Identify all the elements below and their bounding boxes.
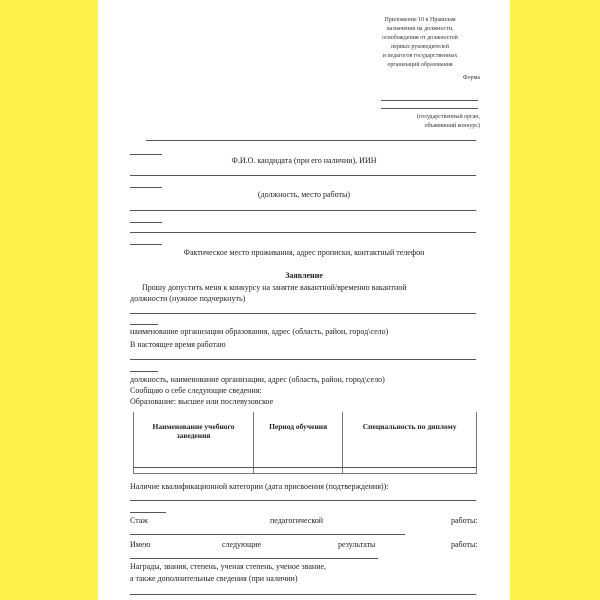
input-line[interactable] xyxy=(130,594,476,595)
statement-title: Заявление xyxy=(285,271,323,280)
education-table xyxy=(133,412,477,474)
input-line[interactable] xyxy=(130,175,476,176)
short-line xyxy=(130,187,162,188)
short-line xyxy=(130,512,166,513)
organ-line[interactable] xyxy=(381,100,478,101)
table-bottom xyxy=(133,467,477,468)
experience-word: педагогической xyxy=(270,516,324,525)
request-text: должности (нужное подчеркнуть) xyxy=(130,294,246,303)
short-line xyxy=(130,371,158,372)
input-line[interactable] xyxy=(130,359,476,360)
document-page xyxy=(98,0,510,600)
short-line xyxy=(130,222,162,223)
short-line xyxy=(130,154,162,155)
org-caption: наименование организации образования, адрес (область, район, город\село) xyxy=(130,327,389,336)
results-word: работы: xyxy=(451,540,478,549)
header-line: Приложение 10 к Правилам xyxy=(384,17,456,23)
forma-label: Форма xyxy=(462,75,480,81)
experience-word: работы: xyxy=(451,516,478,525)
position-caption: (должность, место работы) xyxy=(257,190,351,199)
input-line[interactable] xyxy=(130,558,378,559)
table-header-institution: Наименование учебного заведения xyxy=(134,412,254,474)
education-label: Образование: высшее или послевузовское xyxy=(130,397,274,406)
organ-caption-line: объявивший конкурс) xyxy=(424,123,480,129)
header-line: организаций образования xyxy=(387,62,453,68)
header-line: освобождения от должностей xyxy=(382,35,458,41)
header-line: назначения на должности, xyxy=(386,26,454,32)
header-line: первых руководителей xyxy=(391,44,449,50)
table-header-period: Период обучения xyxy=(254,412,343,474)
organ-caption-line: (государственный орган, xyxy=(416,114,480,120)
input-line[interactable] xyxy=(130,534,405,535)
residence-caption: Фактическое место проживания, адрес прописки, контактный телефон xyxy=(183,248,425,257)
input-line[interactable] xyxy=(130,313,476,314)
table-header-specialty: Специальность по диплому xyxy=(343,412,477,474)
report-self: Сообщаю о себе следующие сведения: xyxy=(130,386,262,395)
input-line[interactable] xyxy=(130,232,476,233)
awards-text: а также дополнительные сведения (при наличии) xyxy=(130,574,298,583)
results-word: следующие xyxy=(222,540,262,549)
qualification-label: Наличие квалификационной категории (дата присвоения (подтверждения)): xyxy=(130,482,389,491)
input-line[interactable] xyxy=(130,210,476,211)
short-line xyxy=(130,244,162,245)
document-header xyxy=(360,16,480,83)
awards-text: Награды, звания, степень, ученая степень, ученое звание, xyxy=(130,562,327,571)
organ-line[interactable] xyxy=(381,108,478,109)
request-text: Прошу допустить меня к конкурсу на занятие вакантной/временно вакантной xyxy=(142,283,407,292)
experience-word: Стаж xyxy=(130,516,148,525)
input-line[interactable] xyxy=(130,500,476,501)
fio-caption: Ф.И.О. кандидата (при его наличии), ИИН xyxy=(231,156,377,165)
position-org-caption: должность, наименование организации, адрес (область, район, город\село) xyxy=(130,375,385,384)
fio-line[interactable] xyxy=(146,140,476,141)
results-word: Имею xyxy=(130,540,151,549)
header-line: и педагогов государственных xyxy=(382,53,458,59)
currently-work: В настоящее время работаю xyxy=(130,340,226,349)
results-word: результаты xyxy=(338,540,376,549)
organ-caption xyxy=(360,113,480,131)
short-line xyxy=(130,324,158,325)
